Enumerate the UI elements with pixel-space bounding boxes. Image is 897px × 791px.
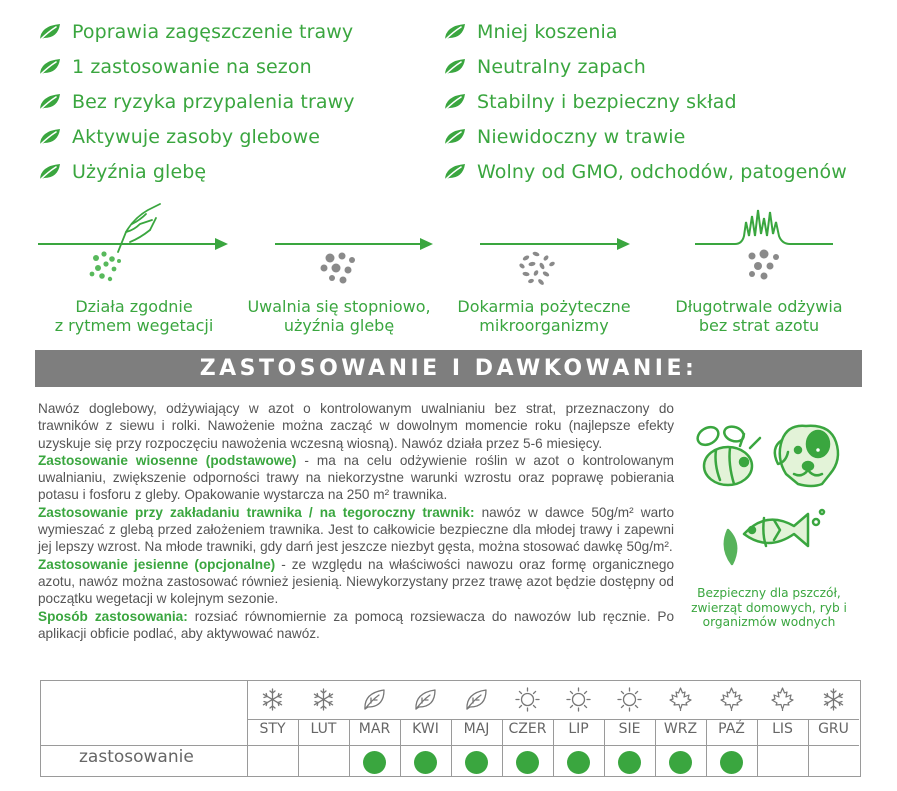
process-diagram — [0, 196, 897, 296]
month-12 — [808, 681, 859, 745]
new-lawn-paragraph: Zastosowanie przy zakładaniu trawnika / na tegoroczny trawnik: nawóz w dawce 50g/m² warto wymieszać z glebą przed założeniem trawnika. Jest to całkowicie bezpieczne dla młodej trawy i zapewni jej lepszy wzrost. Na młode trawniki, gdy darń jest jeszcze niezbyt gęsta, można stosować dawkę 50g/m². — [38, 504, 675, 555]
application-calendar — [40, 680, 861, 777]
month-name: MAR — [358, 721, 391, 737]
month-7 — [553, 681, 604, 745]
benefit-item — [443, 84, 847, 119]
month-11 — [757, 681, 808, 745]
step-label-3 — [448, 297, 640, 335]
benefit-text: Poprawia zagęszczenie trawy — [72, 20, 354, 43]
snowflake-icon — [821, 687, 846, 712]
leaf-bullet-icon — [38, 92, 62, 112]
benefit-text: Aktywuje zasoby glebowe — [72, 125, 321, 148]
snowflake-icon — [311, 687, 336, 712]
benefit-item — [38, 49, 355, 84]
benefit-item — [38, 154, 355, 189]
application-dot — [669, 751, 692, 774]
process-flow — [0, 196, 897, 341]
section-title: ZASTOSOWANIE I DAWKOWANIE: — [199, 356, 698, 381]
benefits-left-column — [38, 14, 355, 189]
autumn-paragraph: Zastosowanie jesienne (opcjonalne) - ze względu na właściwości nawozu oraz formę organicznego azotu, nawóz można zastosować również jesienią. Niewykorzystany przez trawę azot będzie dostępny od początku wegetacji w kolejnym sezonie. — [38, 556, 675, 607]
benefit-text: Wolny od GMO, odchodów, patogenów — [477, 160, 847, 183]
month-name: KWI — [412, 721, 439, 737]
step-3-line-2: mikroorganizmy — [479, 316, 609, 335]
leaf-icon — [464, 687, 489, 712]
step-label-2 — [236, 297, 442, 335]
month-4 — [400, 681, 451, 745]
calendar-column-divider — [502, 719, 503, 776]
leaf-bullet-icon — [38, 22, 62, 42]
leaf-bullet-icon — [38, 57, 62, 77]
step-label-4 — [664, 297, 854, 335]
step-1-line-2: z rytmem wegetacji — [54, 316, 214, 335]
month-name: WRZ — [663, 721, 698, 737]
leaf-bullet-icon — [443, 127, 467, 147]
spring-paragraph: Zastosowanie wiosenne (podstawowe) - ma na celu odżywienie roślin w azot o kontrolowanym uwalnianiu, zwiększenie odporności trawy na niekorzystne warunki wzrostu oraz poprawę pobierania potasu i fosforu z gleby. Opakowanie wystarcza na 250 m² trawnika. — [38, 452, 674, 503]
calendar-column-divider — [349, 719, 350, 776]
month-10 — [706, 681, 757, 745]
maple-leaf-icon — [770, 687, 795, 712]
benefit-text: 1 zastosowanie na sezon — [72, 55, 312, 78]
month-name: PAŹ — [718, 721, 745, 737]
step-label-1 — [44, 297, 224, 335]
maple-leaf-icon — [719, 687, 744, 712]
month-6 — [502, 681, 553, 745]
benefit-item — [38, 14, 355, 49]
benefit-text: Stabilny i bezpieczny skład — [477, 90, 737, 113]
step-4-line-2: bez strat azotu — [698, 316, 820, 335]
application-dot — [567, 751, 590, 774]
usage-description — [38, 400, 674, 642]
benefit-item — [443, 154, 847, 189]
benefit-text: Neutralny zapach — [477, 55, 646, 78]
benefit-text: Niewidoczny w trawie — [477, 125, 686, 148]
month-5 — [451, 681, 502, 745]
calendar-column-divider — [655, 719, 656, 776]
benefit-item — [38, 119, 355, 154]
month-8 — [604, 681, 655, 745]
benefit-text: Mniej koszenia — [477, 20, 618, 43]
month-2 — [298, 681, 349, 745]
month-name: LIP — [568, 721, 589, 737]
spring-heading: Zastosowanie wiosenne (podstawowe) — [38, 452, 297, 468]
sun-icon — [515, 687, 540, 712]
leaf-bullet-icon — [38, 127, 62, 147]
step-3-line-1: Dokarmia pożyteczne — [457, 297, 631, 316]
month-name: MAJ — [463, 721, 490, 737]
calendar-column-divider — [808, 719, 809, 776]
month-name: SIE — [618, 721, 641, 737]
calendar-column-divider — [757, 719, 758, 776]
method-paragraph: Sposób zastosowania: rozsiać równomiernie za pomocą rozsiewacza do nawozów lub ręcznie. Po aplikacji obficie podlać, aby aktywować nawóz. — [38, 608, 674, 641]
leaf-bullet-icon — [443, 22, 467, 42]
calendar-column-divider — [247, 681, 248, 776]
benefits-right-column — [443, 14, 847, 189]
month-name: LIS — [772, 721, 793, 737]
leaf-bullet-icon — [443, 92, 467, 112]
maple-leaf-icon — [668, 687, 693, 712]
month-3 — [349, 681, 400, 745]
month-name: LUT — [310, 721, 337, 737]
granules-green-icon — [90, 251, 121, 281]
calendar-divider-row — [41, 745, 859, 746]
arrow-head-3 — [617, 238, 630, 250]
calendar-column-divider — [604, 719, 605, 776]
step-1-line-1: Działa zgodnie — [75, 297, 193, 316]
step-2-line-2: użyźnia glebę — [283, 316, 395, 335]
section-banner — [35, 350, 862, 387]
application-dot — [618, 751, 641, 774]
intro-paragraph: Nawóz doglebowy, odżywiający w azot o kontrolowanym uwalnianiu bez strat, przeznaczony do trawników z siewu i rolki. Nawożenie można zacząć w dowolnym momencie roku (najlepsze efekty uzyskuje się przy rozpoczęciu nawożenia wczesną wiosną). Nawóz działa przez 5-6 miesięcy. — [38, 401, 674, 451]
benefit-text: Użyźnia glebę — [72, 160, 207, 183]
dog-icon — [775, 426, 838, 486]
leaf-icon — [362, 687, 387, 712]
leaf-bullet-icon — [38, 162, 62, 182]
application-dot — [465, 751, 488, 774]
application-dot — [414, 751, 437, 774]
month-1 — [247, 681, 298, 745]
benefit-item — [38, 84, 355, 119]
leaf-bullet-icon — [443, 57, 467, 77]
application-dot — [363, 751, 386, 774]
grass-line — [695, 210, 833, 244]
safety-caption: Bezpieczny dla pszczół, zwierząt domowych, ryb i organizmów wodnych — [691, 586, 847, 630]
calendar-column-divider — [451, 719, 452, 776]
application-dot — [720, 751, 743, 774]
sun-icon — [566, 687, 591, 712]
fish-icon — [725, 510, 824, 564]
leaf-icon — [413, 687, 438, 712]
snowflake-icon — [260, 687, 285, 712]
benefits-section — [0, 14, 897, 194]
application-dot — [516, 751, 539, 774]
bee-icon — [694, 424, 760, 485]
benefit-item — [443, 49, 847, 84]
leaf-bullet-icon — [443, 162, 467, 182]
method-heading: Sposób zastosowania: — [38, 608, 188, 624]
benefit-item — [443, 119, 847, 154]
arrow-head-2 — [420, 238, 433, 250]
calendar-column-divider — [298, 719, 299, 776]
month-name: STY — [259, 721, 286, 737]
month-name: GRU — [818, 721, 849, 737]
granules-soil-icon — [749, 250, 780, 280]
sun-icon — [617, 687, 642, 712]
calendar-column-divider — [706, 719, 707, 776]
microorganisms-icon — [518, 251, 555, 286]
step-2-line-1: Uwalnia się stopniowo, — [247, 297, 431, 316]
safety-illustration — [690, 418, 850, 578]
benefit-item — [443, 14, 847, 49]
calendar-column-divider — [553, 719, 554, 776]
granules-grey-icon — [321, 253, 356, 284]
month-name: CZER — [508, 721, 547, 737]
calendar-row-label: zastosowanie — [79, 747, 194, 767]
calendar-column-divider — [400, 719, 401, 776]
arrow-head-1 — [215, 238, 228, 250]
new-lawn-heading: Zastosowanie przy zakładaniu trawnika / na tegoroczny trawnik: — [38, 504, 475, 520]
autumn-heading: Zastosowanie jesienne (opcjonalne) — [38, 556, 276, 572]
benefit-text: Bez ryzyka przypalenia trawy — [72, 90, 355, 113]
month-9 — [655, 681, 706, 745]
step-4-line-1: Długotrwale odżywia — [675, 297, 843, 316]
